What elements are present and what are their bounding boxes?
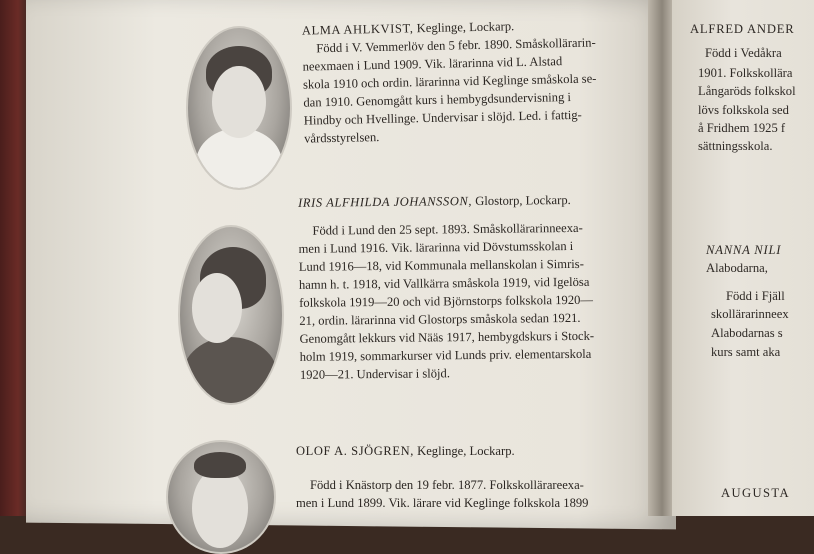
entry-line: Född i Lund den 25 sept. 1893. Småskollärarinneexa- [312,220,583,238]
entry-line: Hindby och Hvellinge. Undervisar i slöjd. Led. i fattig- [303,107,582,128]
right-entry-line: lövs folkskola sed [698,103,789,117]
right-entry-line: sättningsskola. [698,139,773,153]
entry-heading [296,442,648,460]
right-entry-name-alfred: ALFRED ANDER [690,22,795,36]
entry-line: folkskola 1919—20 och vid Björnstorps folkskola 1920— [299,292,594,310]
right-entry-line: Alabodarnas s [711,326,783,340]
entry-line: neexmaen i Lund 1909. Vik. lärarinna vid L. Alstad [302,54,563,74]
entry-line: Lund 1916—18, vid Kommunala mellanskolan i Simris- [298,256,584,274]
person-name: ALMA AHLKVIST, [301,21,414,38]
right-entry-line: skollärarinneex [711,307,789,321]
right-entry-line: Alabodarna, [706,261,768,275]
person-place: Keglinge, Lockarp. [413,444,515,458]
right-entry-line: kurs samt aka [711,345,781,359]
portrait-photo-olof [166,440,276,554]
entry-line: vårdsstyrelsen. [304,130,380,146]
right-entry-name-augusta: AUGUSTA [721,486,790,500]
entry-heading [298,190,648,212]
entry-line: skola 1910 och ordin. lärarinna vid Keglinge småskola se- [302,71,597,92]
entry-line: Född i V. Vemmerlöv den 5 febr. 1890. Småskollärarin- [316,35,596,56]
entry-olof-sjogren [296,442,648,512]
portrait-photo-iris [178,225,284,405]
right-entry-line: Långaröds folkskol [698,84,796,98]
entry-line: Genomgått lekkurs vid Nääs 1917, hembygdskurs i Stock- [299,328,595,346]
entry-line: men i Lund 1899. Vik. lärare vid Keglinge folkskola 1899 [296,496,589,510]
entry-line: men i Lund 1916. Vik. lärarinna vid Dövstumsskolan i [298,238,574,256]
person-place: Keglinge, Lockarp. [413,19,515,36]
entry-alma-ahlkvist [302,14,650,147]
person-place: Glostorp, Lockarp. [472,192,571,209]
right-entry-line: Född i Vedåkra [705,46,782,60]
entry-line: 1920—21. Undervisar i slöjd. [299,366,451,382]
entry-line: 21, ordin. lärarinna vid Glostorps småskola sedan 1921. [299,310,581,328]
right-entry-name-nanna: NANNA NILI [706,243,782,257]
entry-line: Född i Knästorp den 19 febr. 1877. Folkskollärareexa- [310,478,584,492]
portrait-photo-alma [186,26,292,190]
right-entry-line: 1901. Folkskollära [698,66,793,80]
entry-iris-johansson [298,190,650,384]
entry-line: dan 1910. Genomgått kurs i hembygdsundervisning i [303,90,572,110]
person-name: IRIS ALFHILDA JOHANSSON, [298,194,473,210]
entry-line: hamn h. t. 1918, vid Vallkärra småskola 1919, vid Igelösa [298,274,590,292]
person-name: OLOF A. SJÖGREN, [296,444,414,458]
entry-line: holm 1919, sommarkurser vid Lunds priv. elementarskola [299,346,592,364]
right-entry-line: å Fridhem 1925 f [698,121,786,135]
right-entry-line: Född i Fjäll [726,289,785,303]
